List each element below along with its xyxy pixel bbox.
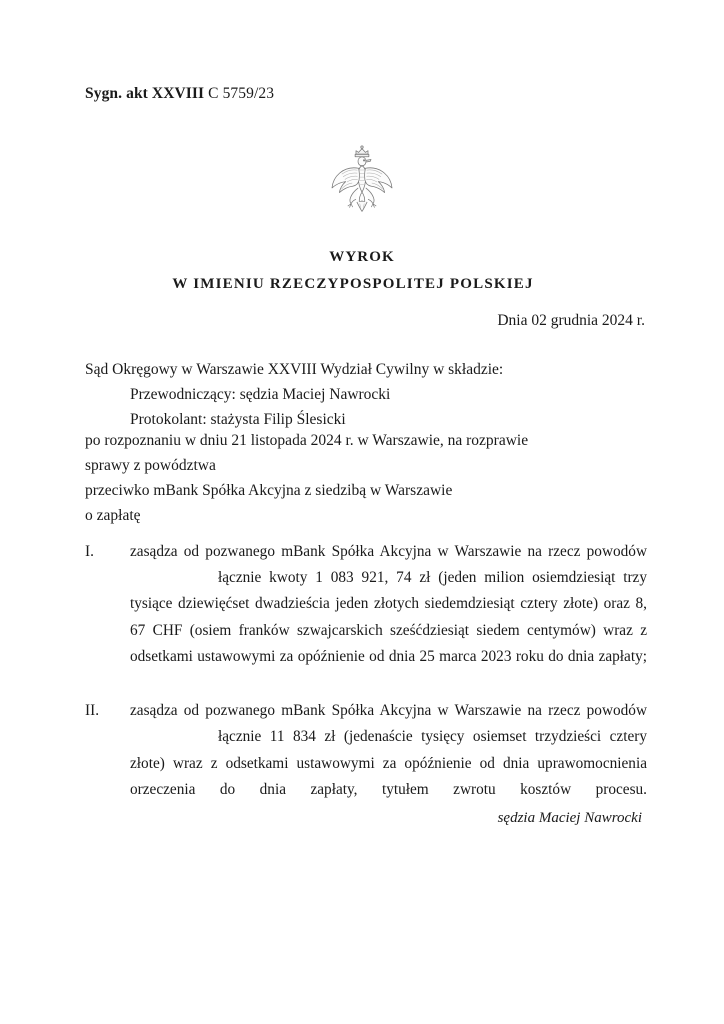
hearing-line: po rozpoznaniu w dniu 21 listopada 2024 r. w Warszawie, na rozprawie: [85, 432, 529, 449]
ruling-numeral: II.: [85, 702, 100, 720]
court-composition-line: Sąd Okręgowy w Warszawie XXVIII Wydział Cywilny w składzie:: [85, 361, 504, 378]
court-composition: [85, 357, 645, 432]
polish-eagle-emblem: [319, 143, 405, 227]
document-heading: [0, 247, 724, 295]
ruling-item: [85, 539, 647, 696]
redacted-plaintiff-names: [130, 730, 218, 745]
case-signature-label: Sygn. akt XXVIII: [85, 85, 205, 102]
defendant-line: przeciwko mBank Spółka Akcyjna z siedzibą w Warszawie: [85, 482, 453, 499]
case-signature-number: C 5759/23: [208, 85, 275, 102]
ruling-text-before-redaction: zasądza od pozwanego mBank Spółka Akcyjna w Warszawie na rzecz powodów: [130, 543, 647, 560]
ruling-text-after-redaction: łącznie kwoty 1 083 921, 74 zł (jeden milion osiemdziesiąt trzy tysiące dziewięćset dwadzieścia jeden złotych siedemdziesiąt cztery złote) oraz 8, 67 CHF (osiem franków szwajcarskich sześćdziesiąt siedem centymów) wraz z odsetkami ustawowymi za opóźnienie od dnia 25 marca 2023 roku do dnia zapłaty;: [130, 569, 647, 665]
judge-signature: sędzia Maciej Nawrocki: [497, 810, 642, 826]
presiding-judge-line: Przewodniczący: sędzia Maciej Nawrocki: [130, 386, 391, 403]
redacted-plaintiff-names: [130, 571, 218, 586]
emblem-container: [0, 143, 724, 227]
ruling-numeral: I.: [85, 543, 94, 560]
ruling-text-after-redaction: łącznie 11 834 zł (jedenaście tysięcy osiemset trzydzieści cztery złote) wraz z odsetkami ustawowymi za opóźnienie od dnia uprawomocnienia orzeczenia do dnia zapłaty, tytułem zwrotu kosztów procesu.: [130, 728, 647, 798]
recorder-line: Protokolant: stażysta Filip Ślesicki: [130, 411, 346, 428]
subject-line: o zapłatę: [85, 507, 141, 524]
case-signature: [85, 85, 274, 103]
ruling-text-before-redaction: zasądza od pozwanego mBank Spółka Akcyjna w Warszawie na rzecz powodów: [130, 702, 647, 720]
heading-in-name-of-republic-text: W IMIENIU RZECZYPOSPOLITEJ POLSKIEJ: [172, 276, 534, 293]
rulings-list: [85, 539, 647, 830]
ruling-body: [130, 539, 647, 696]
plaintiff-line: sprawy z powództwa: [85, 457, 216, 474]
case-preamble: [85, 428, 645, 528]
heading-wyrok: WYROK: [329, 249, 395, 265]
document-date: Dnia 02 grudnia 2024 r.: [497, 312, 645, 329]
heading-in-name-of-republic: [0, 274, 724, 294]
